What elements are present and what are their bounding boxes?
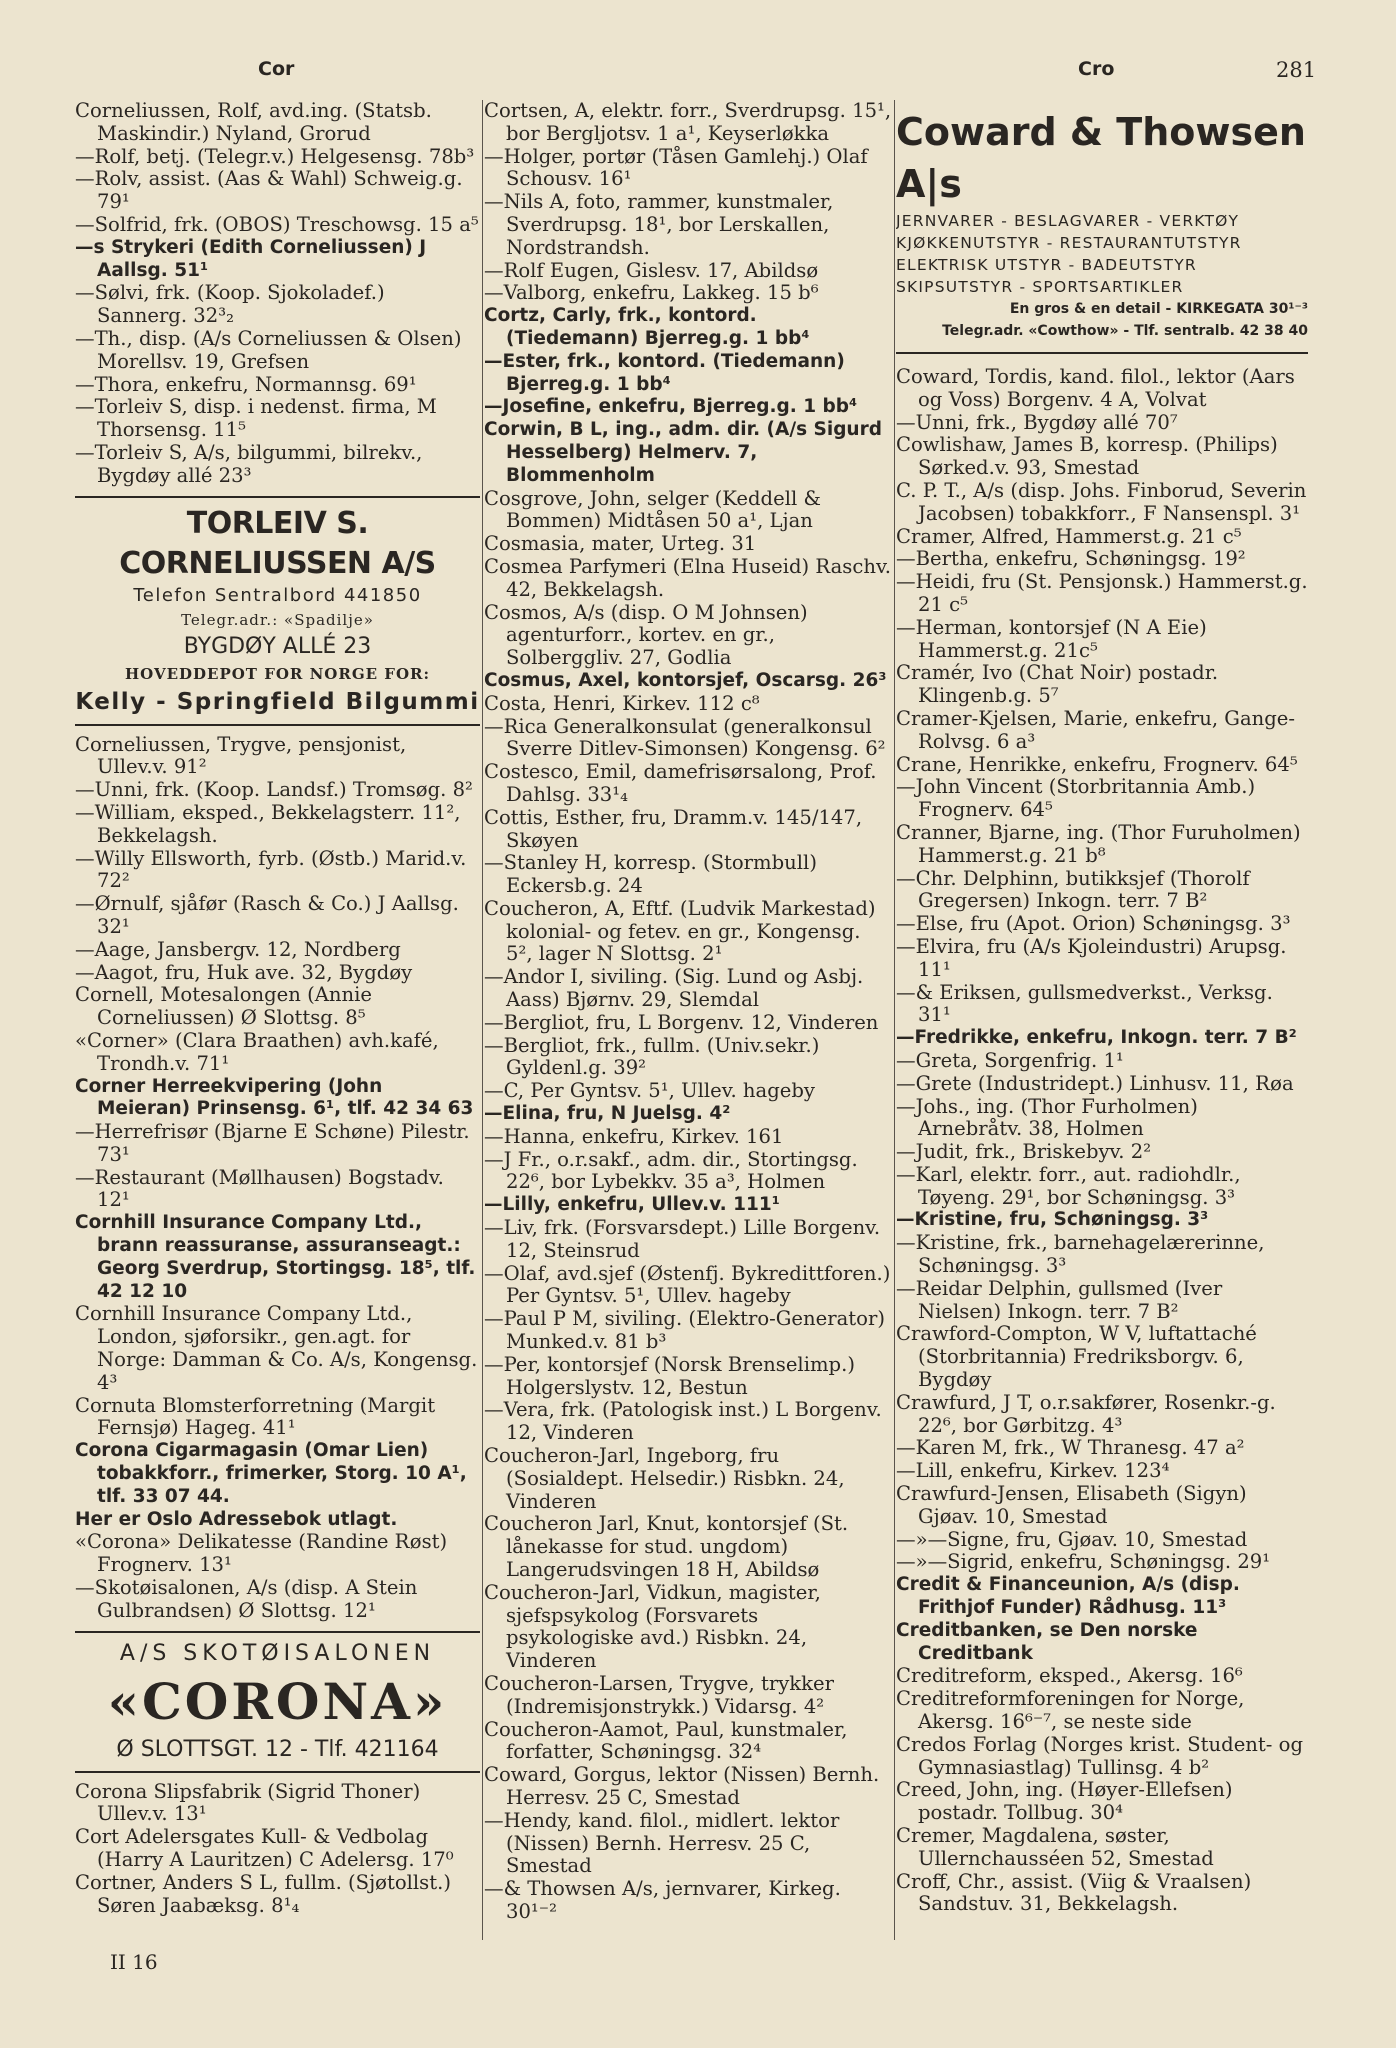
ad-depot: HOVEDDEPOT FOR NORGE FOR:	[124, 664, 431, 683]
list-item: Cramer-Kjelsen, Marie, enkefru, Gange-Rolvsg. 6 a³	[896, 706, 1296, 753]
header-left-keyword: Cor	[258, 58, 295, 80]
ad-address: Ø SLOTTSGT. 12 - Tlf. 421164	[116, 1736, 439, 1762]
list-item: Crawfurd, J T, o.r.sakfører, Rosenkr.-g. 22⁶, bor Gørbitzg. 4³	[896, 1390, 1276, 1437]
list-item: Corner Herreekvipering (John Meieran) Prinsensg. 6¹, tlf. 42 34 63	[75, 1075, 474, 1120]
list-item: Her er Oslo Adressebok utlagt.	[75, 1508, 398, 1530]
page-footer: II 16	[110, 1950, 158, 1974]
entry-list	[484, 100, 892, 1924]
ad-line: KJØKKENUTSTYR - RESTAURANTUTSTYR	[896, 234, 1242, 252]
list-item: Coward, Tordis, kand. filol., lektor (Aars og Voss) Borgenv. 4 A, Volvat	[896, 365, 1295, 411]
ad-line: ELEKTRISK UTSTYR - BADEUTSTYR	[896, 256, 1197, 274]
list-item: —Karl, elektr. forr., aut. radiohdlr., Tøyeng. 29¹, bor Schøningsg. 3³	[896, 1162, 1241, 1209]
list-item: Coucheron-Jarl, Vidkun, magister, sjefspsykolog (Forsvarets psykologiske avd.) Risbkn. 24, Vinderen	[484, 1580, 821, 1673]
list-item: Crawfurd-Jensen, Elisabeth (Sigyn) Gjøav. 10, Smestad	[896, 1482, 1247, 1528]
list-item: —Rolv, assist. (Aas & Wahl) Schweig.g. 79¹	[75, 167, 463, 214]
list-item: Cremer, Magdalena, søster, Ullernchausséen 52, Smestad	[896, 1824, 1214, 1870]
list-item: —Nils A, foto, rammer, kunstmaler, Sverdrupsg. 18¹, bor Lerskallen, Nordstrandsh.	[484, 190, 834, 259]
header-right-keyword: Cro	[1078, 58, 1115, 80]
list-item: —Vera, frk. (Patologisk inst.) L Borgenv. 12, Vinderen	[484, 1398, 882, 1445]
list-item: Costa, Henri, Kirkev. 112 c⁸	[484, 691, 760, 715]
entry-list	[75, 100, 480, 488]
list-item: Creed, John, ing. (Høyer-Ellefsen) postadr. Tollbug. 30⁴	[896, 1778, 1233, 1825]
list-item: Corneliussen, Trygve, pensjonist, Ullev.v. 91²	[75, 732, 407, 779]
list-item: Credos Forlag (Norges krist. Student- og Gymnasiastlag) Tullinsg. 4 b²	[896, 1732, 1303, 1779]
list-item: Costesco, Emil, damefrisørsalong, Prof. Dahlsg. 33¹₄	[484, 760, 877, 806]
list-item: —J Fr., o.r.sakf., adm. dir., Stortingsg. 22⁶, bor Lybekkv. 35 a³, Holmen	[484, 1147, 858, 1194]
list-item: «Corner» (Clara Braathen) avh.kafé, Trondh.v. 71¹	[75, 1028, 439, 1075]
list-item: Cosmasia, mater, Urteg. 31	[484, 532, 757, 556]
list-item: —Ørnulf, sjåfør (Rasch & Co.) J Aallsg. 32¹	[75, 892, 459, 938]
list-item: Coucheron Jarl, Knut, kontorsjef (St. lånekasse for stud. ungdom) Langerudsvingen 18 H, Abildsø	[484, 1512, 849, 1581]
list-item: —Skotøisalonen, A/s (disp. A Stein Gulbrandsen) Ø Slottsg. 12¹	[75, 1576, 418, 1622]
list-item: —& Thowsen A/s, jernvarer, Kirkeg. 30¹⁻²	[484, 1877, 841, 1923]
list-item: —William, eksped., Bekkelagsterr. 11², Bekkelagsh.	[75, 800, 461, 847]
list-item: —Bergliot, frk., fullm. (Univ.sekr.) Gyldenl.g. 39²	[484, 1033, 820, 1080]
list-item: Cranner, Bjarne, ing. (Thor Furuholmen) Hammerst.g. 21 b⁸	[896, 820, 1301, 867]
list-item: Corwin, B L, ing., adm. dir. (A/s Sigurd Hesselberg) Helmerv. 7, Blommenholm	[484, 419, 882, 486]
list-item: «Corona» Delikatesse (Randine Røst) Frognerv. 13¹	[75, 1530, 448, 1577]
list-item: Cowlishaw, James B, korresp. (Philips) Sørked.v. 93, Smestad	[896, 433, 1278, 480]
ad-line: En gros & en detail - KIRKEGATA 30¹⁻³	[1009, 301, 1308, 317]
column-1	[75, 100, 480, 1980]
list-item: —Kristine, frk., barnehagelærerinne, Schøningsg. 3³	[896, 1231, 1265, 1278]
list-item: Cornell, Motesalongen (Annie Corneliussen) Ø Slottsg. 8⁵	[75, 983, 372, 1030]
list-item: Cramér, Ivo (Chat Noir) postadr. Klingenb.g. 5⁷	[896, 661, 1219, 708]
list-item: —Restaurant (Møllhausen) Bogstadv. 12¹	[75, 1165, 444, 1212]
list-item: —Josefine, enkefru, Bjerreg.g. 1 bb⁴	[484, 396, 858, 418]
list-item: —Thora, enkefru, Normannsg. 69¹	[75, 372, 417, 396]
entry-list	[75, 1781, 480, 1918]
list-item: —Aage, Jansbergv. 12, Nordberg	[75, 937, 401, 961]
list-item: Credit & Financeunion, A/s (disp. Frithjof Funder) Rådhusg. 11³	[896, 1574, 1240, 1619]
list-item: —Unni, frk., Bygdøy allé 70⁷	[896, 410, 1178, 434]
ad-line: SKIPSUTSTYR - SPORTSARTIKLER	[896, 278, 1184, 296]
list-item: —Valborg, enkefru, Lakkeg. 15 b⁶	[484, 281, 819, 305]
list-item: Corona Slipsfabrik (Sigrid Thoner) Ullev.v. 13¹	[75, 1779, 421, 1826]
list-item: —Fredrikke, enkefru, Inkogn. terr. 7 B²	[896, 1027, 1297, 1049]
list-item: —Herman, kontorsjef (N A Eie) Hammerst.g. 21c⁵	[896, 615, 1207, 662]
list-item: —Willy Ellsworth, fyrb. (Østb.) Marid.v. 72²	[75, 846, 467, 893]
list-item: —Ester, frk., kontord. (Tiedemann) Bjerreg.g. 1 bb⁴	[484, 350, 845, 395]
list-item: —Olaf, avd.sjef (Østenfj. Bykredittforen.) Per Gyntsv. 5¹, Ullev. hageby	[484, 1261, 891, 1308]
list-item: Corona Cigarmagasin (Omar Lien) tobakkforr., frimerker, Storg. 10 A¹, tlf. 33 07 44.	[75, 1440, 467, 1507]
ad-title: Coward & Thowsen A|s	[896, 110, 1306, 206]
entry-list	[896, 366, 1308, 1916]
list-item: —Bertha, enkefru, Schøningsg. 19²	[896, 547, 1246, 571]
list-item: —Rolf, betj. (Telegr.v.) Helgesensg. 78b³	[75, 144, 475, 168]
list-item: —Sølvi, frk. (Koop. Sjokoladef.) Sannerg. 32³₂	[75, 281, 385, 328]
list-item: Cortsen, A, elektr. forr., Sverdrupsg. 15¹, bor Bergljotsv. 1 a¹, Keyserløkka	[484, 100, 892, 145]
list-item: Crawford-Compton, W V, luftattaché (Storbritannia) Fredriksborgv. 6, Bygdøy	[896, 1322, 1257, 1392]
list-item: Cornhill Insurance Company Ltd., brann reassuranse, assuranseagt.: Georg Sverdrup, Stortingsg. 18⁵, tlf. 42 12 10	[75, 1212, 476, 1302]
entry-list	[75, 734, 480, 1623]
list-item: —Unni, frk. (Koop. Landsf.) Tromsøg. 8²	[75, 778, 473, 802]
list-item: Cortner, Anders S L, fullm. (Sjøtollst.) Søren Jaabæksg. 8¹₄	[75, 1870, 451, 1917]
ad-line: Telegr.adr. «Cowthow» - Tlf. sentralb. 42 38 40	[942, 323, 1308, 339]
list-item: —Torleiv S, A/s, bilgummi, bilrekv., Bygdøy allé 23³	[75, 440, 423, 487]
page-header	[0, 58, 1396, 88]
list-item: Coucheron-Larsen, Trygve, trykker (Indremisjonstrykk.) Vidarsg. 4²	[484, 1671, 834, 1718]
ad-phone: Telefon Sentralbord 441850	[133, 584, 422, 606]
list-item: —Bergliot, fru, L Borgenv. 12, Vinderen	[484, 1010, 879, 1034]
list-item: —Liv, frk. (Forsvarsdept.) Lille Borgenv. 12, Steinsrud	[484, 1216, 881, 1262]
list-item: —Stanley H, korresp. (Stormbull) Eckersb.g. 24	[484, 851, 817, 898]
ad-telegr: Telegr.adr.: «Spadilje»	[181, 610, 374, 629]
list-item: —Per, kontorsjef (Norsk Brenselimp.) Holgerslystv. 12, Bestun	[484, 1352, 855, 1399]
ad-name: «CORONA»	[107, 1671, 448, 1731]
ad-coward-thowsen	[896, 100, 1308, 354]
page-number: 281	[1276, 58, 1317, 82]
list-item: Coucheron, A, Eftf. (Ludvik Markestad) kolonial- og fetev. en gr., Kongensg. 5², lager N Slottsg. 2¹	[484, 896, 876, 966]
list-item: —Hanna, enkefru, Kirkev. 161	[484, 1124, 784, 1148]
list-item: —Judit, frk., Briskebyv. 2²	[896, 1140, 1152, 1164]
list-item: —Elina, fru, N Juelsg. 4²	[484, 1103, 731, 1125]
list-item: —Rolf Eugen, Gislesv. 17, Abildsø	[484, 258, 819, 282]
list-item: Cosmos, A/s (disp. O M Johnsen) agenturforr., kortev. en gr., Solberggliv. 27, Godlia	[484, 600, 808, 670]
list-item: Croff, Chr., assist. (Viig & Vraalsen) Sandstuv. 31, Bekkelagsh.	[896, 1869, 1252, 1916]
list-item: C. P. T., A/s (disp. Johs. Finborud, Severin Jacobsen) tobakkforr., F Nansenspl. 3¹	[896, 478, 1307, 525]
list-item: —»—Signe, fru, Gjøav. 10, Smestad	[896, 1527, 1248, 1551]
list-item: —Aagot, fru, Huk ave. 32, Bygdøy	[75, 960, 413, 984]
list-item: —Rica Generalkonsulat (generalkonsul Sverre Ditlev-Simonsen) Kongensg. 6²	[484, 714, 886, 761]
ad-corona	[75, 1631, 480, 1773]
list-item: —Hendy, kand. filol., midlert. lektor (Nissen) Bernh. Herresv. 25 C, Smestad	[484, 1808, 840, 1878]
list-item: Crane, Henrikke, enkefru, Frognerv. 64⁵	[896, 752, 1298, 776]
list-item: —Karen M, frk., W Thranesg. 47 a²	[896, 1436, 1245, 1460]
list-item: —Greta, Sorgenfrig. 1¹	[896, 1048, 1124, 1072]
list-item: —Johs., ing. (Thor Furholmen) Arnebråtv. 38, Holmen	[896, 1094, 1198, 1141]
column-divider	[894, 100, 895, 1940]
list-item: —Lill, enkefru, Kirkev. 123⁴	[896, 1459, 1170, 1483]
list-item: —Grete (Industridept.) Linhusv. 11, Røa	[896, 1071, 1294, 1095]
list-item: Cort Adelersgates Kull- & Vedbolag (Harry A Lauritzen) C Adelersg. 17⁰	[75, 1825, 454, 1872]
list-item: Coucheron-Aamot, Paul, kunstmaler, forfatter, Schøningsg. 32⁴	[484, 1717, 848, 1764]
list-item: Creditreform, eksped., Akersg. 16⁶	[896, 1664, 1243, 1688]
list-item: —»—Sigrid, enkefru, Schøningsg. 29¹	[896, 1550, 1271, 1574]
list-item: —Lilly, enkefru, Ullev.v. 111¹	[484, 1194, 780, 1216]
list-item: Cosmea Parfymeri (Elna Huseid) Raschv. 42, Bekkelagsh.	[484, 554, 891, 601]
column-3	[896, 100, 1308, 1980]
list-item: —Holger, portør (Tåsen Gamlehj.) Olaf Schousv. 16¹	[484, 144, 868, 191]
list-item: Cornhill Insurance Company Ltd., London, sjøforsikr., gen.agt. for Norge: Damman & Co. A/s, Kongensg. 4³	[75, 1302, 478, 1394]
list-item: Cornuta Blomsterforretning (Margit Fernsjø) Hageg. 41¹	[75, 1393, 436, 1440]
list-item: Corneliussen, Rolf, avd.ing. (Statsb. Maskindir.) Nyland, Grorud	[75, 100, 432, 145]
list-item: —Torleiv S, disp. i nedenst. firma, M Thorsensg. 11⁵	[75, 395, 437, 442]
list-item: Creditbanken, se Den norske Creditbank	[896, 1619, 1198, 1664]
column-2	[484, 100, 892, 1980]
list-item: —Paul P M, siviling. (Elektro-Generator) Munked.v. 81 b³	[484, 1307, 885, 1354]
list-item: Coucheron-Jarl, Ingeborg, fru (Sosialdept. Helsedir.) Risbkn. 24, Vinderen	[484, 1444, 845, 1513]
ad-line: JERNVARER - BESLAGVARER - VERKTØY	[896, 212, 1240, 230]
ad-torleiv-corneliussen	[75, 496, 480, 726]
list-item: —Heidi, fru (St. Pensjonsk.) Hammerst.g. 21 c⁵	[896, 570, 1308, 616]
list-item: —Elvira, fru (A/s Kjoleindustri) Arupsg. 11¹	[896, 934, 1287, 981]
column-divider	[482, 100, 483, 1940]
list-item: Creditreformforeningen for Norge, Akersg. 16⁶⁻⁷, se neste side	[896, 1687, 1245, 1734]
list-item: Cosmus, Axel, kontorsjef, Oscarsg. 26³	[484, 669, 887, 691]
list-item: —Th., disp. (A/s Corneliussen & Olsen) Morellsv. 19, Grefsen	[75, 326, 462, 373]
list-item: —Chr. Delphinn, butikksjef (Thorolf Gregersen) Inkogn. terr. 7 B²	[896, 866, 1250, 913]
list-item: —& Eriksen, gullsmedverkst., Verksg. 31¹	[896, 980, 1273, 1027]
list-item: —Andor I, siviling. (Sig. Lund og Asbj. Aass) Bjørnv. 29, Slemdal	[484, 965, 864, 1012]
list-item: —s Strykeri (Edith Corneliussen) J Aallsg. 51¹	[75, 236, 427, 281]
list-item: —Solfrid, frk. (OBOS) Treschowsg. 15 a⁵	[75, 212, 479, 236]
list-item: Cortz, Carly, frk., kontord. (Tiedemann) Bjerreg.g. 1 bb⁴	[484, 305, 810, 349]
ad-address: BYGDØY ALLÉ 23	[183, 633, 372, 659]
ad-title: TORLEIV S. CORNELIUSSEN A/S	[119, 505, 436, 581]
list-item: —C, Per Gyntsv. 5¹, Ullev. hageby	[484, 1079, 815, 1103]
list-item: —John Vincent (Storbritannia Amb.) Frognerv. 64⁵	[896, 775, 1256, 822]
list-item: Cosgrove, John, selger (Keddell & Bommen) Midtåsen 50 a¹, Ljan	[484, 486, 821, 533]
list-item: Cottis, Esther, fru, Dramm.v. 145/147, Skøyen	[484, 805, 863, 852]
list-item: Coward, Gorgus, lektor (Nissen) Bernh. Herresv. 25 C, Smestad	[484, 1763, 880, 1809]
ad-brand: Kelly - Springfield Bilgummi	[75, 688, 480, 715]
list-item: —Kristine, fru, Schøningsg. 3³	[896, 1209, 1209, 1231]
list-item: —Reidar Delphin, gullsmed (Iver Nielsen) Inkogn. terr. 7 B²	[896, 1276, 1223, 1323]
list-item: —Else, fru (Apot. Orion) Schøningsg. 3³	[896, 912, 1291, 936]
ad-top: A/S SKOTØISALONEN	[119, 1640, 436, 1666]
list-item: Cramer, Alfred, Hammerst.g. 21 c⁵	[896, 524, 1242, 548]
list-item: —Herrefrisør (Bjarne E Schøne) Pilestr. 73¹	[75, 1120, 470, 1166]
